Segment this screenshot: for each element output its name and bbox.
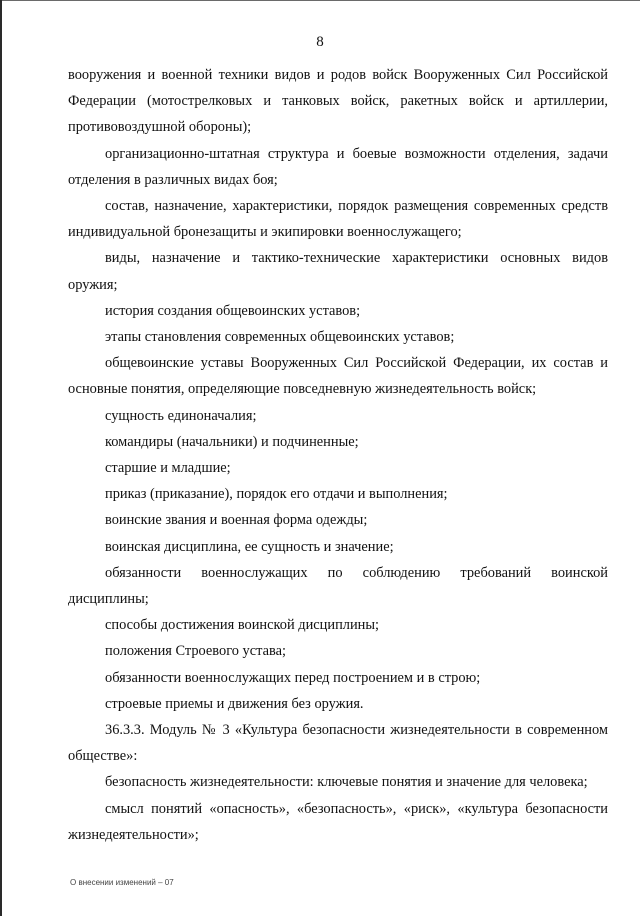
- paragraph: смысл понятий «опасность», «безопасность», «риск», «культура безопасности жизнедеятельности»;: [68, 800, 608, 843]
- paragraph-continuation: вооружения и военной техники видов и родов войск Вооруженных Сил Российской Федерации (мотострелковых и танковых войск, ракетных войск и артиллерии, противовоздушной обороны);: [68, 67, 608, 136]
- page-number: 8: [316, 34, 324, 50]
- paragraph: обязанности военнослужащих по соблюдению требований воинской дисциплины;: [68, 564, 608, 608]
- paragraph: положения Строевого устава;: [105, 643, 286, 660]
- paragraph: состав, назначение, характеристики, порядок размещения современных средств индивидуальной бронезащиты и экипировки военнослужащего;: [68, 198, 608, 241]
- footer-note: О внесении изменений – 07: [70, 878, 174, 887]
- paragraph: виды, назначение и тактико-технические характеристики основных видов оружия;: [68, 250, 608, 293]
- paragraph: общевоинские уставы Вооруженных Сил Российской Федерации, их состав и основные понятия, определяющие повседневную жизнедеятельность войск;: [68, 355, 608, 398]
- paragraph: командиры (начальники) и подчиненные;: [105, 433, 359, 450]
- scan-edge-top: [0, 0, 640, 1]
- paragraph: обязанности военнослужащих перед построением и в строю;: [105, 669, 481, 686]
- paragraph: история создания общевоинских уставов;: [105, 302, 361, 319]
- paragraph: безопасность жизнедеятельности: ключевые понятия и значение для человека;: [105, 774, 588, 791]
- section-heading-module-3: 36.3.3. Модуль № 3 «Культура безопасности жизнедеятельности в современном обществе»:: [68, 722, 608, 765]
- paragraph: сущность единоначалия;: [105, 407, 257, 424]
- scan-edge-left: [0, 0, 2, 916]
- paragraph: старшие и младшие;: [105, 460, 231, 477]
- paragraph: строевые приемы и движения без оружия.: [105, 695, 364, 712]
- paragraph: способы достижения воинской дисциплины;: [105, 617, 380, 634]
- paragraph: воинская дисциплина, ее сущность и значение;: [105, 538, 394, 555]
- paragraph: приказ (приказание), порядок его отдачи и выполнения;: [105, 486, 448, 503]
- paragraph: этапы становления современных общевоинских уставов;: [105, 329, 455, 346]
- paragraph: воинские звания и военная форма одежды;: [105, 512, 368, 529]
- document-body: [68, 62, 608, 848]
- paragraph: организационно-штатная структура и боевые возможности отделения, задачи отделения в различных видах боя;: [68, 145, 608, 188]
